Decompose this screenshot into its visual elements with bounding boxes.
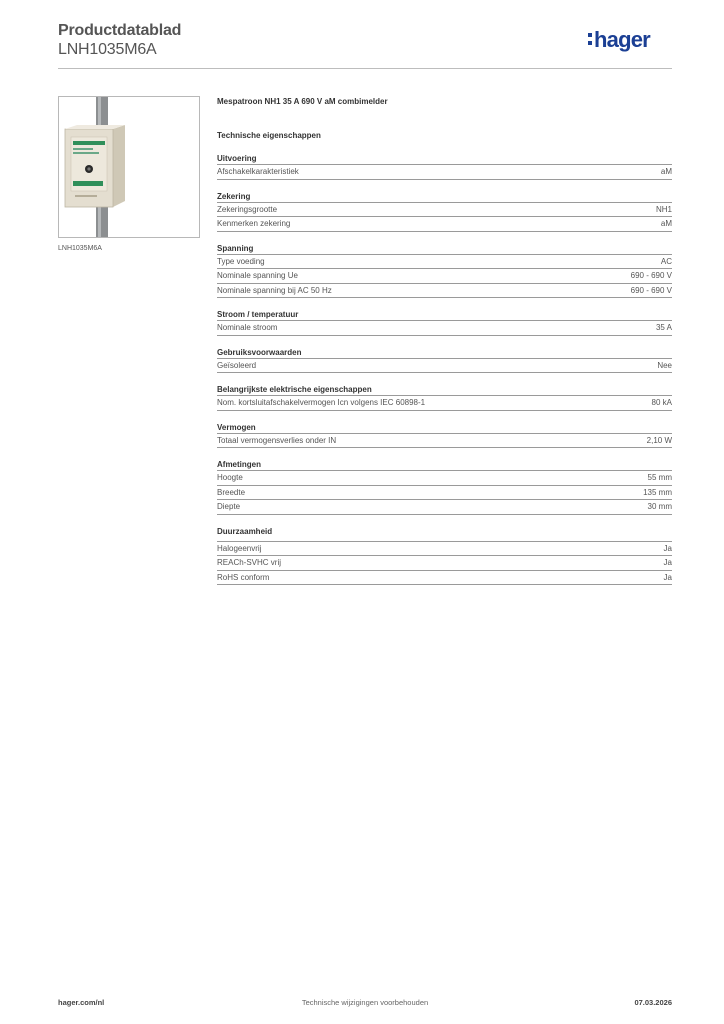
- svg-text:hager: hager: [594, 27, 650, 52]
- spec-group: [217, 526, 672, 586]
- spec-label: Totaal vermogensverlies onder IN: [217, 435, 337, 445]
- footer-website[interactable]: hager.com/nl: [58, 998, 105, 1007]
- spec-value: aM: [660, 167, 672, 176]
- spec-group: [217, 309, 672, 336]
- fuse-illustration: [59, 97, 200, 238]
- spec-value: 135 mm: [643, 487, 672, 497]
- spec-group: [217, 384, 672, 411]
- spec-row: [217, 471, 672, 486]
- spec-value: AC: [660, 256, 672, 266]
- spec-label: Type voeding: [217, 256, 265, 266]
- product-image: [58, 96, 200, 238]
- spec-row: [217, 165, 672, 180]
- spec-group-title: Gebruiksvoorwaarden: [217, 347, 672, 359]
- spec-group: [217, 153, 672, 180]
- hager-logo: [588, 25, 672, 55]
- spec-row: [217, 284, 672, 299]
- spec-label: Kenmerken zekering: [217, 219, 291, 228]
- spec-value: 690 - 690 V: [630, 271, 672, 280]
- spec-row: [217, 217, 672, 232]
- spec-group: [217, 347, 672, 374]
- spec-label: Nom. kortsluitafschakelvermogen Icn volgens IEC 60898-1: [217, 398, 426, 407]
- spec-label: REACh-SVHC vrij: [217, 558, 282, 567]
- spec-group-title: Stroom / temperatuur: [217, 309, 672, 321]
- spec-row: [217, 556, 672, 571]
- spec-value: Ja: [663, 572, 672, 582]
- product-title: Mespatroon NH1 35 A 690 V aM combimelder: [217, 97, 388, 106]
- spec-group-title: Vermogen: [217, 422, 672, 434]
- spec-label: Breedte: [217, 487, 246, 497]
- spec-row: [217, 486, 672, 501]
- spec-value: 55 mm: [647, 473, 672, 482]
- spec-value: 30 mm: [647, 502, 672, 511]
- spec-label: Zekeringsgrootte: [217, 204, 278, 214]
- spec-value: Nee: [657, 360, 672, 370]
- spec-groups: [217, 153, 672, 585]
- spec-value: Ja: [663, 543, 672, 553]
- spec-content: [217, 96, 672, 585]
- spec-group-title: Afmetingen: [217, 459, 672, 471]
- image-caption: LNH1035M6A: [58, 245, 102, 252]
- spec-row: [217, 359, 672, 374]
- spec-value: 2,10 W: [646, 435, 672, 445]
- spec-group: [217, 459, 672, 515]
- specs-heading: Technische eigenschappen: [217, 131, 321, 140]
- footer-date: 07.03.2026: [634, 998, 672, 1007]
- spec-group-title: Belangrijkste elektrische eigenschappen: [217, 384, 672, 396]
- spec-label: Nominale spanning bij AC 50 Hz: [217, 285, 332, 295]
- spec-label: Afschakelkarakteristiek: [217, 167, 299, 176]
- spec-value: NH1: [655, 204, 672, 214]
- spec-group-title: Duurzaamheid: [217, 526, 672, 542]
- spec-value: 35 A: [655, 323, 672, 332]
- spec-label: Geïsoleerd: [217, 360, 257, 370]
- spec-group-title: Spanning: [217, 243, 672, 255]
- spec-label: RoHS conform: [217, 572, 270, 582]
- spec-group: [217, 191, 672, 232]
- page-header: [58, 20, 672, 70]
- spec-group-title: Zekering: [217, 191, 672, 203]
- spec-group-title: Uitvoering: [217, 153, 672, 165]
- spec-row: [217, 203, 672, 218]
- header-divider: [58, 68, 672, 69]
- spec-row: [217, 396, 672, 411]
- page-footer: [58, 998, 672, 1010]
- spec-group: [217, 243, 672, 299]
- spec-value: Ja: [663, 558, 672, 567]
- spec-label: Halogeenvrij: [217, 543, 262, 553]
- spec-row: [217, 500, 672, 515]
- spec-row: [217, 321, 672, 336]
- spec-value: 690 - 690 V: [630, 285, 672, 295]
- footer-notice: Technische wijzigingen voorbehouden: [301, 998, 429, 1007]
- product-code: LNH1035M6A: [58, 41, 157, 58]
- spec-row: [217, 542, 672, 557]
- spec-value: aM: [660, 219, 672, 228]
- spec-label: Hoogte: [217, 473, 243, 482]
- spec-row: [217, 571, 672, 586]
- spec-value: 80 kA: [651, 398, 672, 407]
- spec-label: Nominale spanning Ue: [217, 271, 298, 280]
- spec-group: [217, 422, 672, 449]
- spec-row: [217, 255, 672, 270]
- document-type: Productdatablad: [58, 22, 182, 39]
- spec-label: Nominale stroom: [217, 323, 278, 332]
- spec-label: Diepte: [217, 502, 241, 511]
- spec-row: [217, 434, 672, 449]
- spec-row: [217, 269, 672, 284]
